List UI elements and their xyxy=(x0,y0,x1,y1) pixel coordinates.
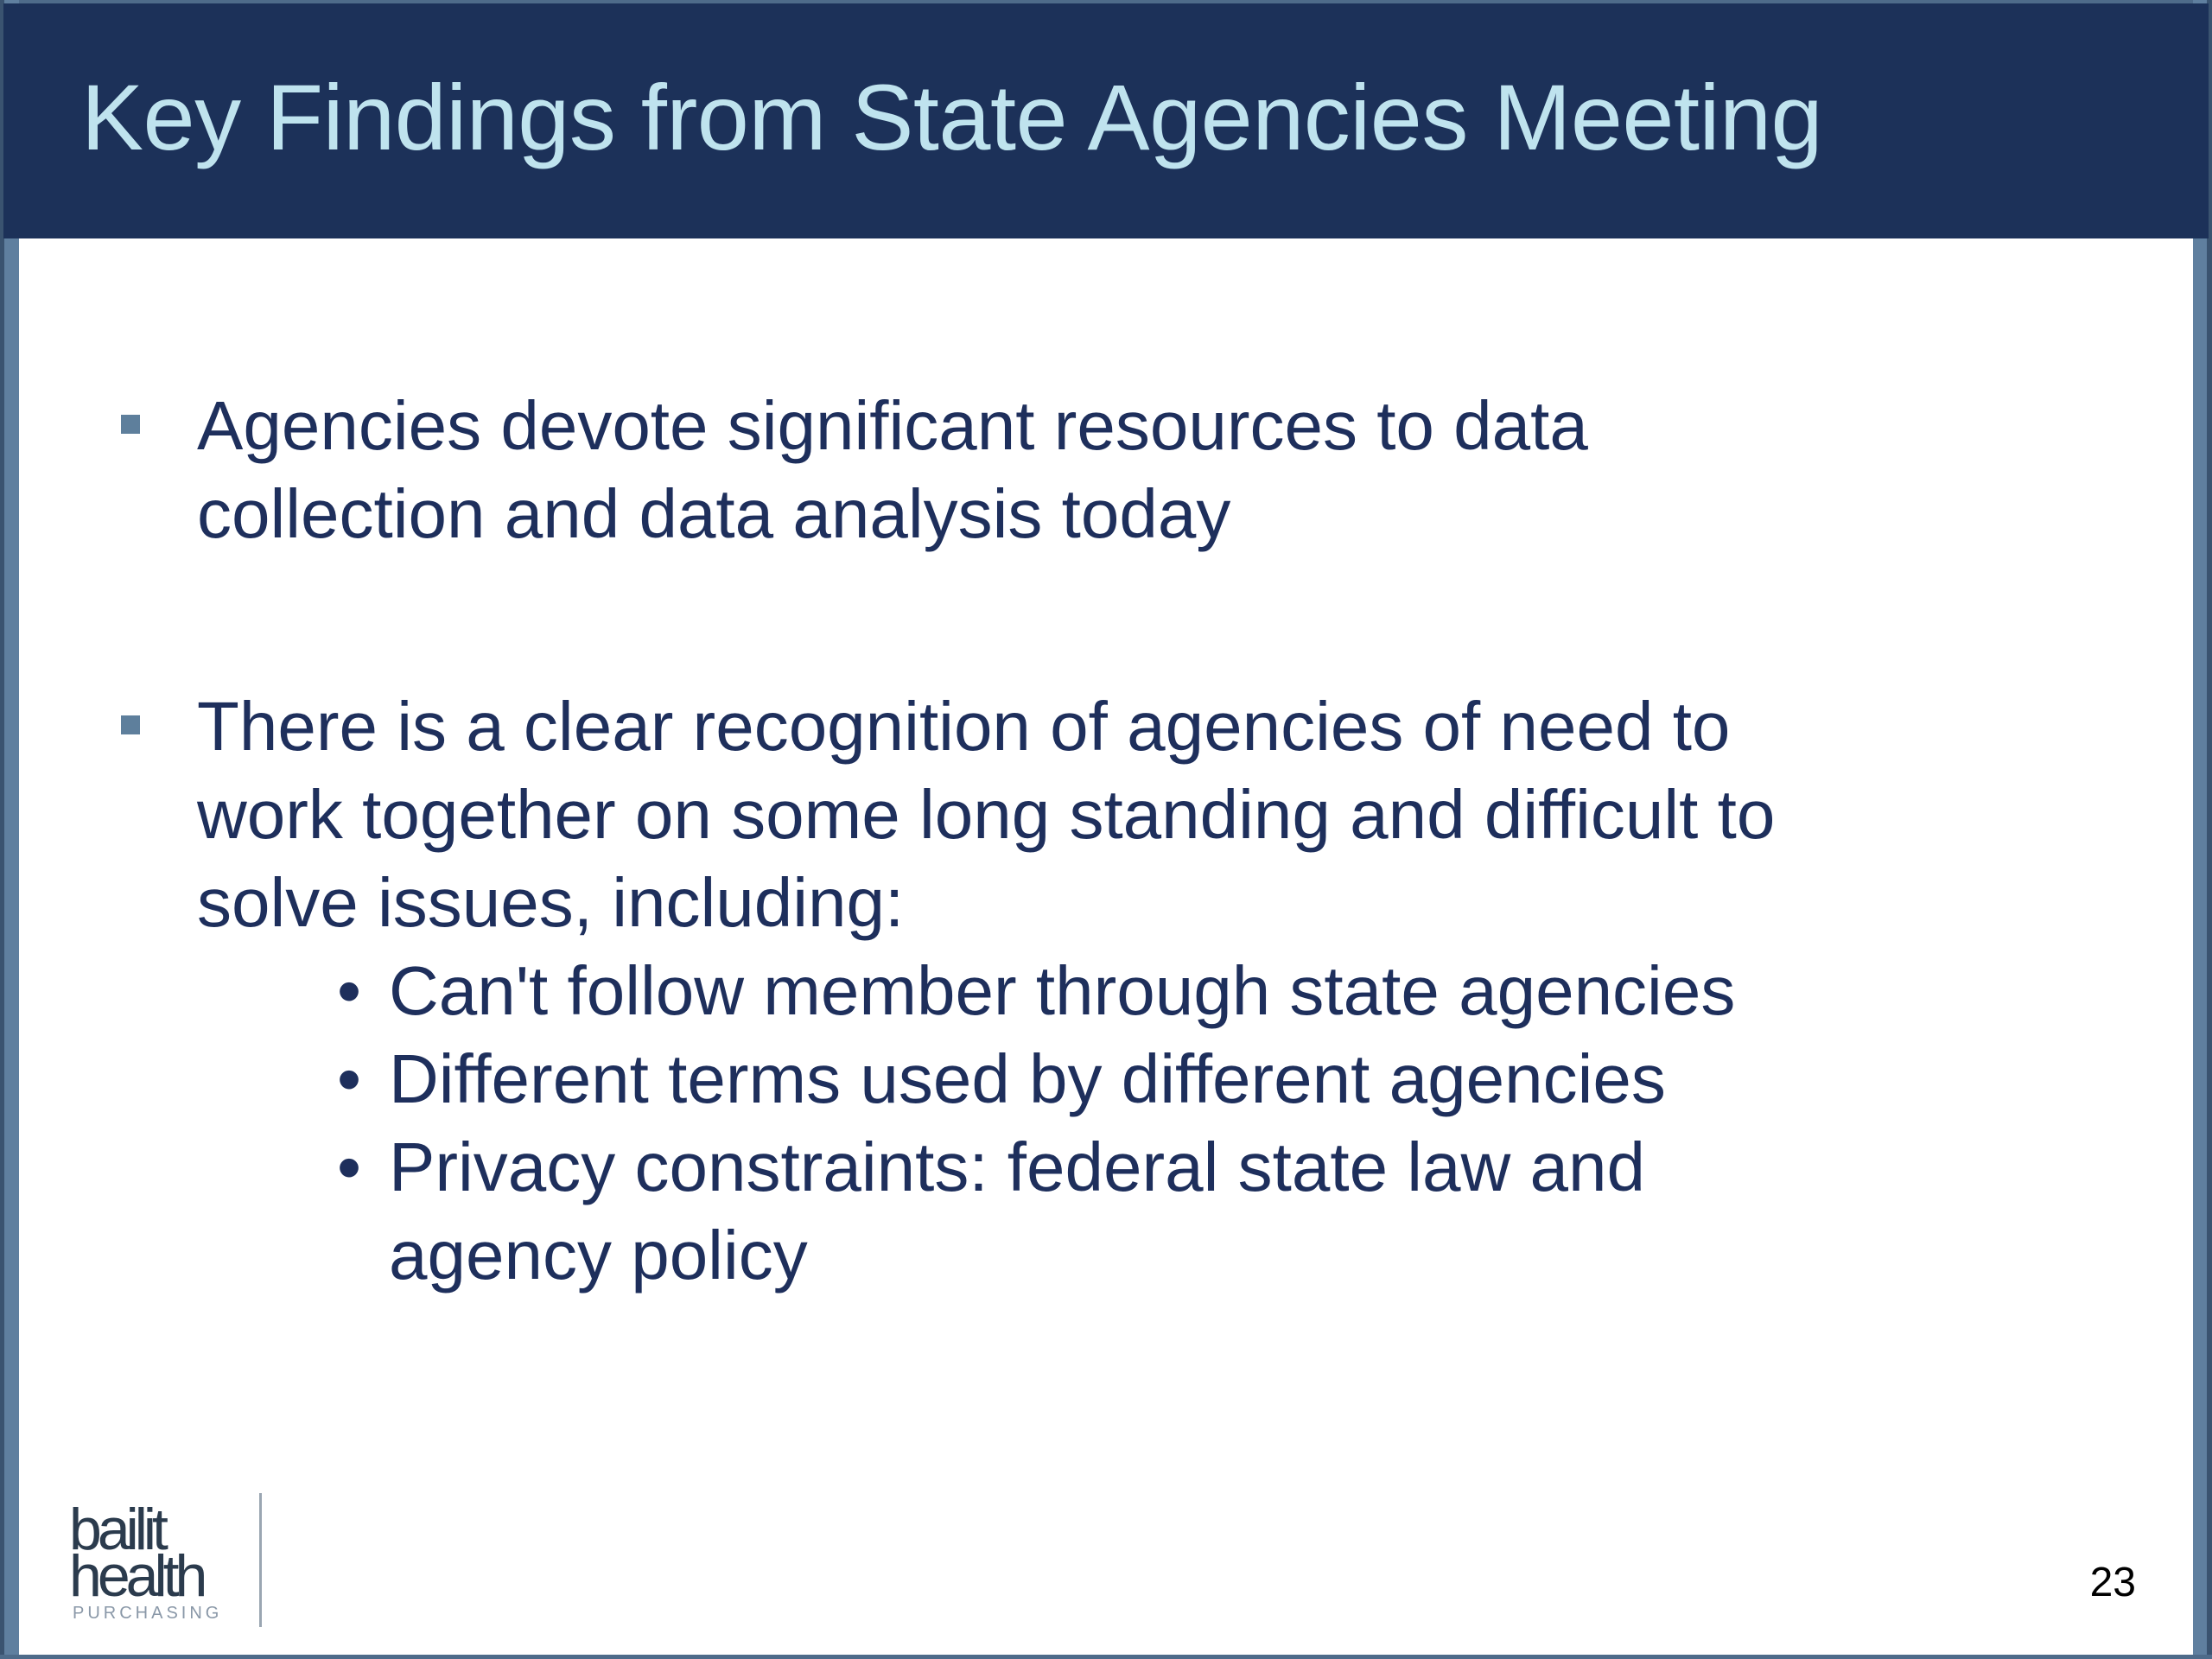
dot-bullet-icon: • xyxy=(337,1040,362,1117)
logo-divider xyxy=(259,1493,262,1627)
frame-right-border xyxy=(2193,0,2212,1659)
bailit-health-logo xyxy=(69,1493,268,1631)
sub-bullet-privacy: Privacy constraints: federal state law and xyxy=(389,1128,1646,1205)
sub-bullet-privacy-continued: agency policy xyxy=(389,1217,808,1294)
dot-bullet-icon: • xyxy=(337,952,362,1029)
square-bullet-icon xyxy=(121,715,140,734)
bullet-item-recognition xyxy=(197,683,1775,947)
bullet-line: There is a clear recognition of agencies of need to xyxy=(197,688,1731,765)
frame-bottom-border xyxy=(0,1655,2212,1659)
sub-bullet-follow-member: Can't follow member through state agencies xyxy=(389,952,1736,1029)
logo-tagline: PURCHASING xyxy=(73,1604,223,1623)
sub-bullet-different-terms: Different terms used by different agencies xyxy=(389,1040,1666,1117)
bullet-line: collection and data analysis today xyxy=(197,475,1231,552)
bullet-item-resources xyxy=(197,382,1588,558)
title-bar xyxy=(3,3,2209,238)
dot-bullet-icon: • xyxy=(337,1128,362,1205)
page-number: 23 xyxy=(2089,1560,2136,1605)
slide-title: Key Findings from State Agencies Meeting xyxy=(81,65,1823,169)
bullet-line: work together on some long standing and difficult to xyxy=(197,776,1776,853)
bullet-line: Agencies devote significant resources to data xyxy=(197,387,1588,464)
bullet-line: solve issues, including: xyxy=(197,864,905,941)
logo-word-health: health xyxy=(69,1543,204,1609)
frame-left-border xyxy=(0,0,19,1659)
logo-word-bailit: bailit xyxy=(69,1497,164,1562)
square-bullet-icon xyxy=(121,415,140,434)
